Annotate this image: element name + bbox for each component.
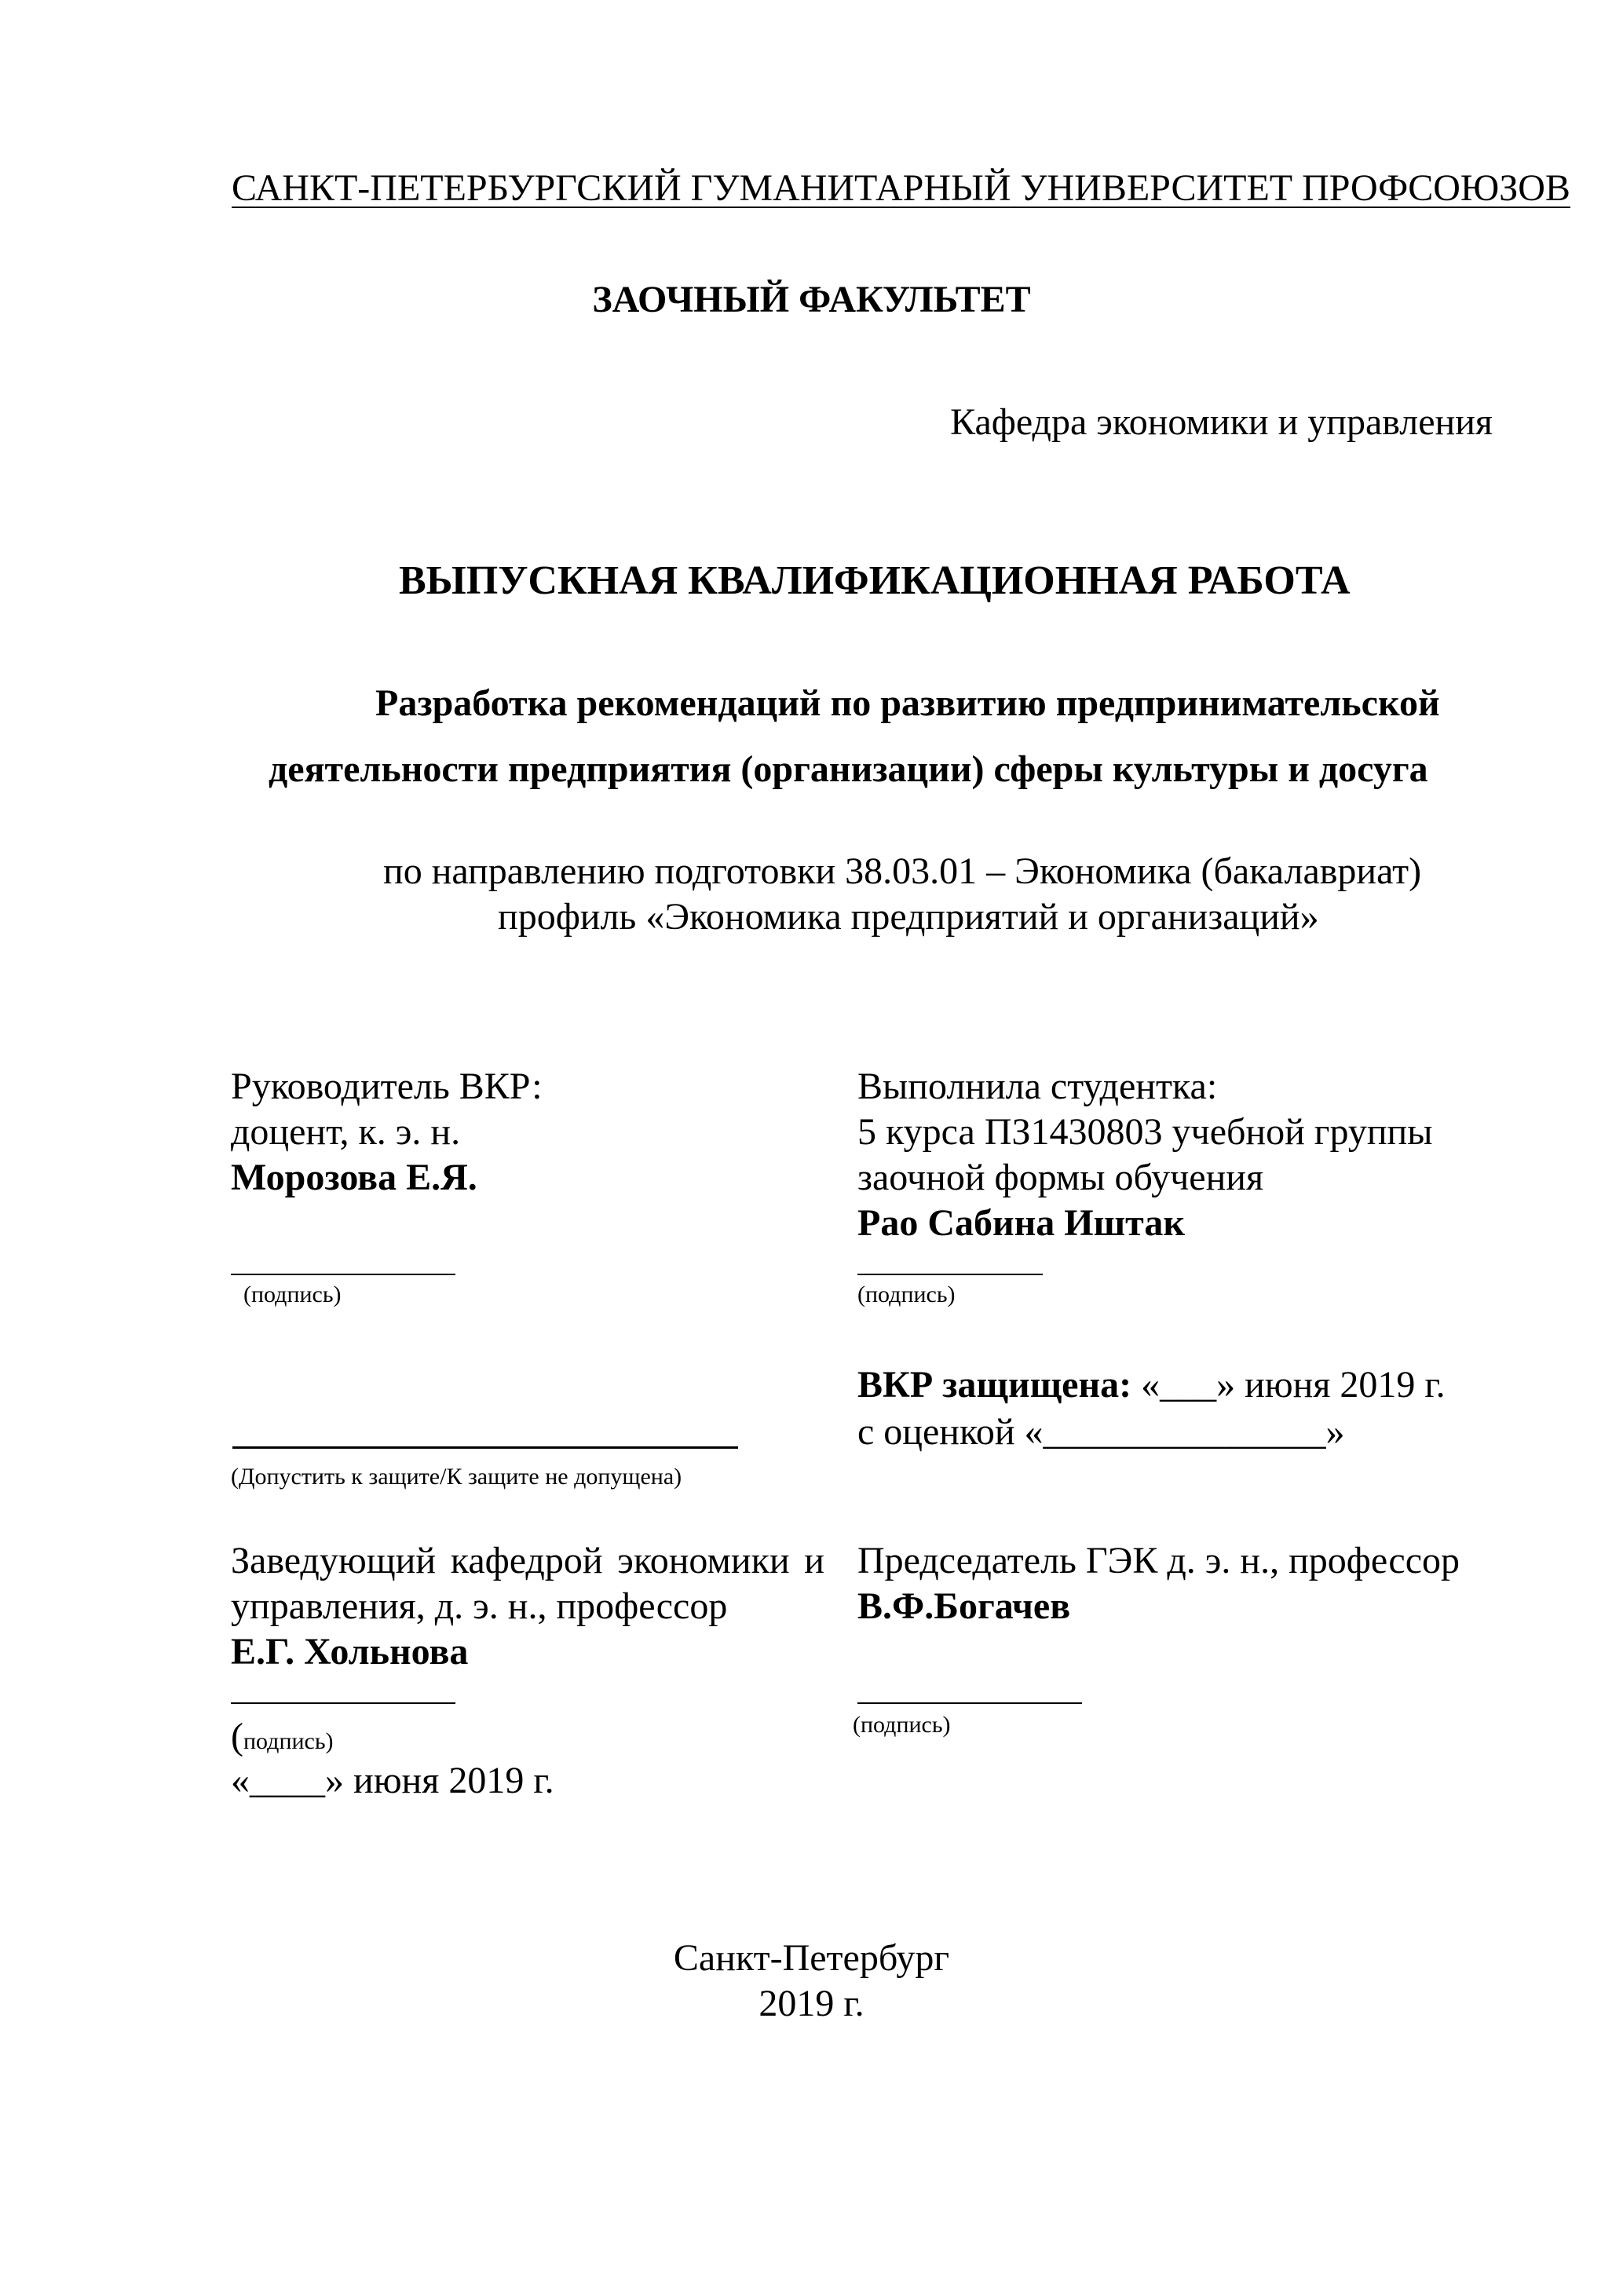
head-of-department-title-line-1: Заведующий кафедрой экономики и (231, 1540, 824, 1581)
defense-label: ВКР защищена: (857, 1364, 1132, 1406)
student-study-form: заочной формы обучения (857, 1157, 1264, 1198)
gek-chairman-signature-caption: (подпись) (853, 1712, 951, 1738)
department-name: Кафедра экономики и управления (950, 401, 1493, 443)
work-title-line-1: Разработка рекомендаций по развитию предпринимательской (375, 682, 1440, 724)
gek-chairman-name: В.Ф.Богачев (857, 1585, 1071, 1627)
signature-caption-text: подпись) (243, 1728, 334, 1754)
admission-caption: (Допустить к защите/К защите не допущена) (231, 1464, 682, 1490)
head-of-department-name: Е.Г. Хольнова (231, 1631, 469, 1673)
gek-chairman-title: Председатель ГЭК д. э. н., профессор (857, 1540, 1460, 1581)
supervisor-label: Руководитель ВКР: (231, 1066, 543, 1107)
work-title-line-2: деятельности предприятия (организации) сферы культуры и досуга (269, 748, 1428, 790)
head-of-department-title-line-2: управления, д. э. н., профессор (231, 1585, 728, 1627)
supervisor-signature-caption: (подпись) (243, 1281, 342, 1307)
footer-city: Санкт-Петербург (673, 1937, 950, 1979)
defense-status (857, 1366, 1446, 1404)
student-signature-line (857, 1274, 1043, 1275)
supervisor-position: доцент, к. э. н. (231, 1111, 461, 1153)
supervisor-name: Морозова Е.Я. (231, 1157, 477, 1198)
study-direction: по направлению подготовки 38.03.01 – Экономика (бакалавриат) (383, 850, 1422, 892)
supervisor-signature-line (231, 1274, 455, 1275)
defense-grade: с оценкой «_______________» (857, 1411, 1345, 1453)
student-course-group: 5 курса ПЗ1430803 учебной группы (857, 1111, 1433, 1153)
student-name: Рао Сабина Иштак (857, 1202, 1185, 1244)
head-of-department-signature-caption (231, 1718, 334, 1756)
head-of-department-date: «____» июня 2019 г. (231, 1760, 554, 1801)
study-profile: профиль «Экономика предприятий и организаций» (498, 896, 1319, 938)
work-type-heading: ВЫПУСКНАЯ КВАЛИФИКАЦИОННАЯ РАБОТА (399, 558, 1351, 603)
student-signature-caption: (подпись) (857, 1281, 956, 1307)
signature-open-paren: ( (231, 1716, 243, 1757)
student-label: Выполнила студентка: (857, 1066, 1218, 1107)
admission-decision-line (232, 1446, 738, 1449)
faculty-name: ЗАОЧНЫЙ ФАКУЛЬТЕТ (592, 279, 1031, 320)
head-of-department-signature-line (231, 1702, 455, 1704)
gek-chairman-signature-line (857, 1702, 1082, 1704)
defense-date: «___» июня 2019 г. (1131, 1364, 1446, 1406)
footer-year: 2019 г. (758, 1983, 865, 2024)
university-name: САНКТ-ПЕТЕРБУРГСКИЙ ГУМАНИТАРНЫЙ УНИВЕРСИТЕТ ПРОФСОЮЗОВ (232, 167, 1570, 209)
